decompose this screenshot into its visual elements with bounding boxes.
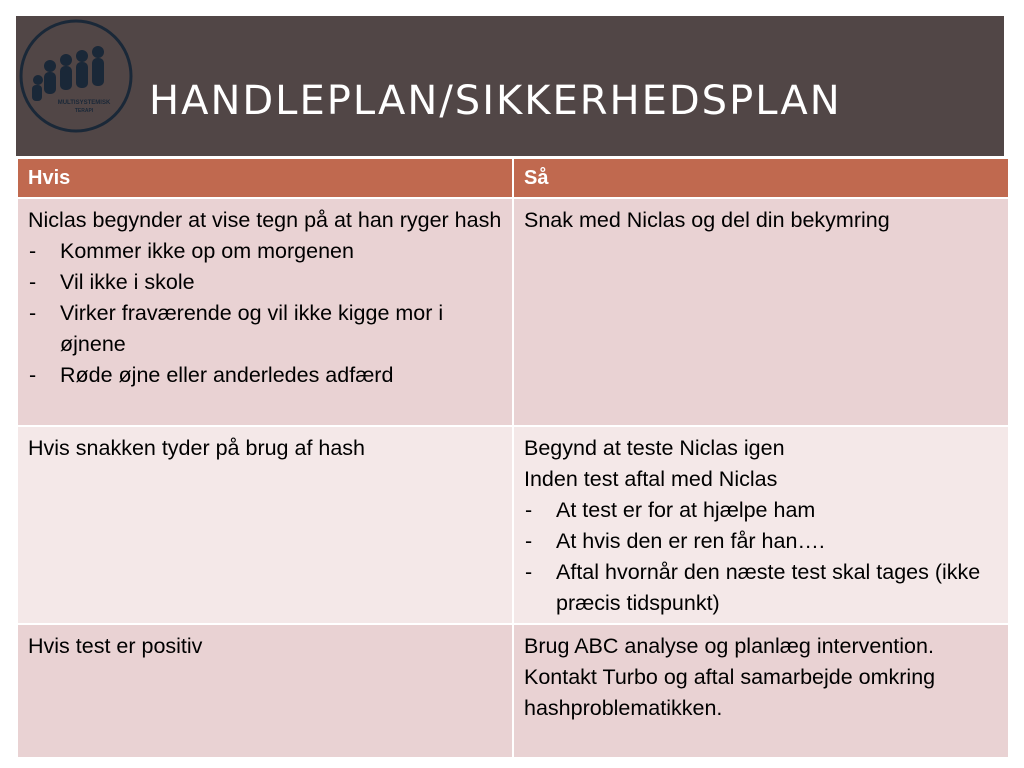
then-text: Begynd at teste Niclas igen [524, 436, 785, 460]
if-cell [17, 624, 513, 758]
then-cell [513, 624, 1009, 758]
if-cell [17, 198, 513, 426]
then-text: Snak med Niclas og del din bekymring [524, 208, 890, 232]
svg-text:TERAPI: TERAPI [74, 108, 94, 114]
table-row [17, 198, 1009, 426]
table-header-row [17, 158, 1009, 198]
list-item: - Kommer ikke op om morgenen [28, 236, 502, 267]
table-row [17, 426, 1009, 624]
if-cell [17, 426, 513, 624]
then-cell [513, 426, 1009, 624]
if-text: Hvis snakken tyder på brug af hash [28, 436, 366, 460]
then-list [524, 495, 998, 619]
svg-text:MULTISYSTEMISK: MULTISYSTEMISK [57, 100, 111, 106]
action-plan-table [16, 157, 1010, 759]
mst-logo-icon [18, 18, 134, 134]
list-item: - Vil ikke i skole [28, 267, 502, 298]
then-text: Kontakt Turbo og aftal samarbejde omkring hashproblematikken. [524, 665, 936, 720]
list-item: - Virker fraværende og vil ikke kigge mor i øjnene [28, 298, 502, 360]
then-text: Inden test aftal med Niclas [524, 467, 778, 491]
slide-header [16, 16, 1004, 156]
column-header-then: Så [513, 158, 1009, 198]
table-row [17, 624, 1009, 758]
slide-title: HANDLEPLAN/SIKKERHEDSPLAN [149, 78, 842, 124]
list-item: - Røde øjne eller anderledes adfærd [28, 360, 502, 391]
if-text: Niclas begynder at vise tegn på at han ryger hash [28, 208, 502, 232]
list-item: - At hvis den er ren får han…. [524, 526, 998, 557]
list-item: - At test er for at hjælpe ham [524, 495, 998, 526]
column-header-if: Hvis [17, 158, 513, 198]
then-text: Brug ABC analyse og planlæg intervention. [524, 634, 934, 658]
list-item: - Aftal hvornår den næste test skal tages (ikke præcis tidspunkt) [524, 557, 998, 619]
if-text: Hvis test er positiv [28, 634, 203, 658]
if-list [28, 236, 502, 391]
then-cell [513, 198, 1009, 426]
